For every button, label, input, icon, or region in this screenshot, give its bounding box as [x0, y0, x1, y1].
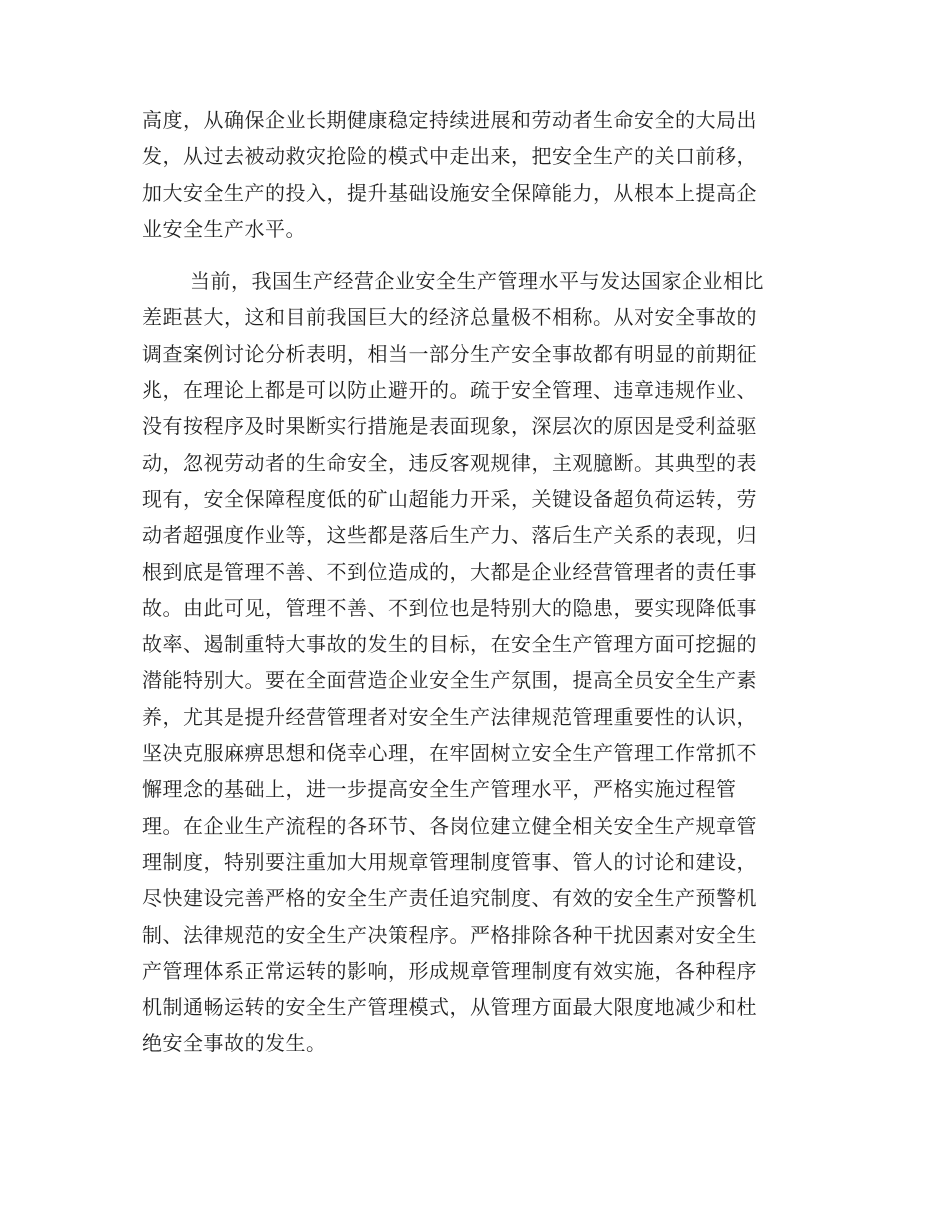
text-line: 没有按程序及时果断实行措施是表面现象，深层次的原因是受利益驱	[142, 414, 757, 439]
text-line: 坚决克服麻痹思想和侥幸心理，在牢固树立安全生产管理工作常抓不	[142, 741, 757, 766]
text-line: 养，尤其是提升经营管理者对安全生产法律规范管理重要性的认识，	[142, 704, 757, 729]
text-line: 懈理念的基础上，进一步提高安全生产管理水平，严格实施过程管	[142, 777, 737, 802]
paragraph-2	[142, 263, 810, 1062]
text-line: 动者超强度作业等，这些都是落后生产力、落后生产关系的表现，归	[142, 523, 757, 548]
text-line: 绝安全事故的发生。	[142, 1031, 327, 1056]
text-line: 兆，在理论上都是可以防止避开的。疏于安全管理、违章违规作业、	[142, 378, 757, 403]
text-line: 现有，安全保障程度低的矿山超能力开采，关键设备超负荷运转，劳	[142, 486, 757, 511]
text-line: 高度，从确保企业长期健康稳定持续进展和劳动者生命安全的大局出	[142, 108, 757, 132]
text-line: 加大安全生产的投入，提升基础设施安全保障能力，从根本上提高企	[142, 180, 757, 205]
text-line: 调查案例讨论分析表明，相当一部分生产安全事故都有明显的前期征	[142, 341, 757, 366]
paragraph-1	[142, 102, 810, 247]
text-line: 差距甚大，这和目前我国巨大的经济总量极不相称。从对安全事故的	[142, 305, 757, 330]
text-line-first: 当前，我国生产经营企业安全生产管理水平与发达国家企业相比	[190, 269, 764, 294]
text-line: 制、法律规范的安全生产决策程序。严格排除各种干扰因素对安全生	[142, 922, 757, 947]
text-line: 根到底是管理不善、不到位造成的，大都是企业经营管理者的责任事	[142, 559, 757, 584]
text-line: 潜能特别大。要在全面营造企业安全生产氛围，提高全员安全生产素	[142, 668, 757, 693]
text-line: 理制度，特别要注重加大用规章管理制度管事、管人的讨论和建设，	[142, 849, 757, 874]
text-line: 尽快建设完善严格的安全生产责任追究制度、有效的安全生产预警机	[142, 886, 757, 911]
text-line: 理。在企业生产流程的各环节、各岗位建立健全相关安全生产规章管	[142, 813, 757, 838]
document-body	[142, 102, 810, 1062]
text-line: 动，忽视劳动者的生命安全，违反客观规律，主观臆断。其典型的表	[142, 450, 757, 475]
text-line: 产管理体系正常运转的影响，形成规章管理制度有效实施，各种程序	[142, 958, 757, 983]
text-line: 故。由此可见，管理不善、不到位也是特别大的隐患，要实现降低事	[142, 595, 757, 620]
text-line: 发，从过去被动救灾抢险的模式中走出来，把安全生产的关口前移，	[142, 144, 757, 169]
text-line: 机制通畅运转的安全生产管理模式，从管理方面最大限度地减少和杜	[142, 995, 757, 1020]
text-line: 业安全生产水平。	[142, 216, 306, 241]
text-line: 故率、遏制重特大事故的发生的目标，在安全生产管理方面可挖掘的	[142, 632, 757, 657]
